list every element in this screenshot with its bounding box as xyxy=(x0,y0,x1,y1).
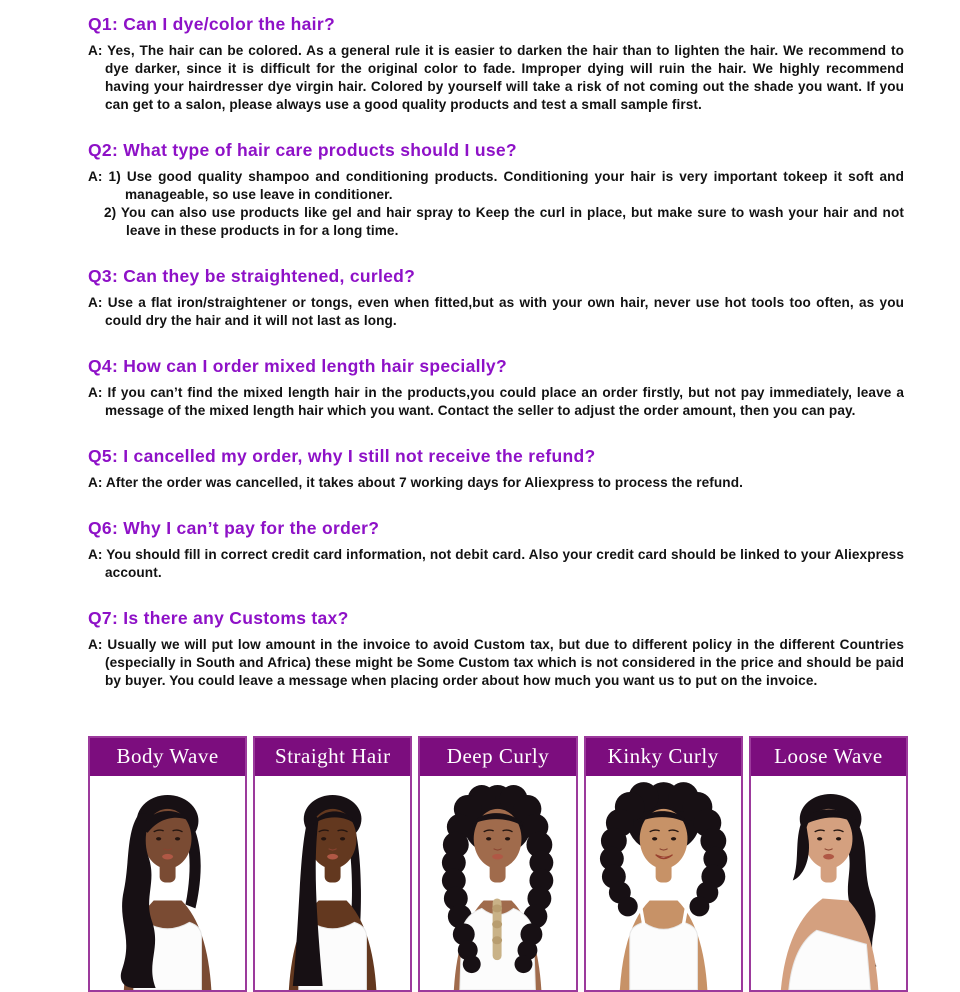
faq-item-q6 xyxy=(88,518,904,582)
model-portrait-straight xyxy=(255,778,410,990)
style-card-loose-wave xyxy=(749,736,908,992)
style-card-title: Loose Wave xyxy=(751,738,906,778)
style-card-photo xyxy=(420,778,575,990)
faq-answer xyxy=(88,384,904,420)
style-card-photo xyxy=(255,778,410,990)
answer-text: You should fill in correct credit card information, not debit card. Also your credit card should be linked to your Aliexpress account. xyxy=(105,547,904,580)
answer-text: Yes, The hair can be colored. As a general rule it is easier to darken the hair than to lighten the hair. We recommend to dye darker, since it is difficult for the original color to fade. Improper dying will ruin the hair. We highly recommend having your hairdresser dye virgin hair. Colored by yourself will take a risk of not coming out the shade you want. If you can get to a salon, please always use a good quality products and test a small sample first. xyxy=(105,43,904,112)
faq-question: Q3: Can they be straightened, curled? xyxy=(88,266,416,286)
answer-prefix: A: xyxy=(88,475,106,490)
model-portrait-kinky-curly xyxy=(586,778,741,990)
faq-answer xyxy=(88,42,904,114)
answer-prefix: A: xyxy=(88,43,108,58)
answer-text: Use a flat iron/straightener or tongs, even when fitted,but as with your own hair, never use hot tools too often, as you could dry the hair and it will not last as long. xyxy=(105,295,904,328)
style-card-kinky-curly xyxy=(584,736,743,992)
answer-prefix: 2) xyxy=(104,205,121,220)
style-card-deep-curly xyxy=(418,736,577,992)
faq-answer xyxy=(88,546,904,582)
faq-question: Q2: What type of hair care products should I use? xyxy=(88,140,517,160)
faq-question: Q5: I cancelled my order, why I still not receive the refund? xyxy=(88,446,596,466)
style-card-photo xyxy=(751,778,906,990)
answer-prefix: A: xyxy=(88,385,108,400)
answer-text: If you can’t find the mixed length hair in the products,you could place an order firstly, but not pay immediately, leave a message of the mixed length hair which you want. Contact the seller to adjust the order amount, then you can pay. xyxy=(105,385,904,418)
faq-item-q7 xyxy=(88,608,904,690)
style-card-body-wave xyxy=(88,736,247,992)
faq-question: Q1: Can I dye/color the hair? xyxy=(88,14,335,34)
faq-item-q5 xyxy=(88,446,904,492)
faq-item-q4 xyxy=(88,356,904,420)
faq-item-q2 xyxy=(88,140,904,240)
faq-item-q1 xyxy=(88,14,904,114)
model-portrait-deep-curly xyxy=(420,778,575,990)
answer-text: After the order was cancelled, it takes about 7 working days for Aliexpress to process the refund. xyxy=(105,475,743,490)
hair-style-gallery xyxy=(88,736,908,992)
answer-prefix: A: xyxy=(88,295,108,310)
model-portrait-loose-wave xyxy=(751,778,906,990)
style-card-title: Kinky Curly xyxy=(586,738,741,778)
faq-answer xyxy=(104,204,904,240)
faq-question: Q6: Why I can’t pay for the order? xyxy=(88,518,380,538)
style-card-title: Straight Hair xyxy=(255,738,410,778)
style-card-photo xyxy=(586,778,741,990)
answer-prefix: A: xyxy=(88,547,107,562)
answer-text: You can also use products like gel and hair spray to Keep the curl in place, but make sure to wash your hair and not leave in these products in for a long time. xyxy=(120,205,904,238)
answer-prefix: A: xyxy=(88,637,108,652)
answer-prefix: A: 1) xyxy=(88,169,127,184)
model-portrait-body-wave xyxy=(90,778,245,990)
faq-answer xyxy=(88,294,904,330)
faq-answer xyxy=(88,474,904,492)
answer-text: Usually we will put low amount in the invoice to avoid Custom tax, but due to different policy in the different Countries (especially in South and Africa) these might be Some Custom tax which is not considered in the price and should be paid by buyer. You could leave a message when placing order about how much you want us to put on the invoice. xyxy=(105,637,904,688)
answer-text: Use good quality shampoo and conditioning products. Conditioning your hair is very important tokeep it soft and manageable, so use leave in conditioner. xyxy=(125,169,904,202)
faq-item-q3 xyxy=(88,266,904,330)
faq-question: Q7: Is there any Customs tax? xyxy=(88,608,349,628)
style-card-title: Body Wave xyxy=(90,738,245,778)
faq-answer xyxy=(88,636,904,690)
style-card-photo xyxy=(90,778,245,990)
style-card-straight xyxy=(253,736,412,992)
faq-question: Q4: How can I order mixed length hair specially? xyxy=(88,356,507,376)
faq-answer xyxy=(88,168,904,204)
style-card-title: Deep Curly xyxy=(420,738,575,778)
